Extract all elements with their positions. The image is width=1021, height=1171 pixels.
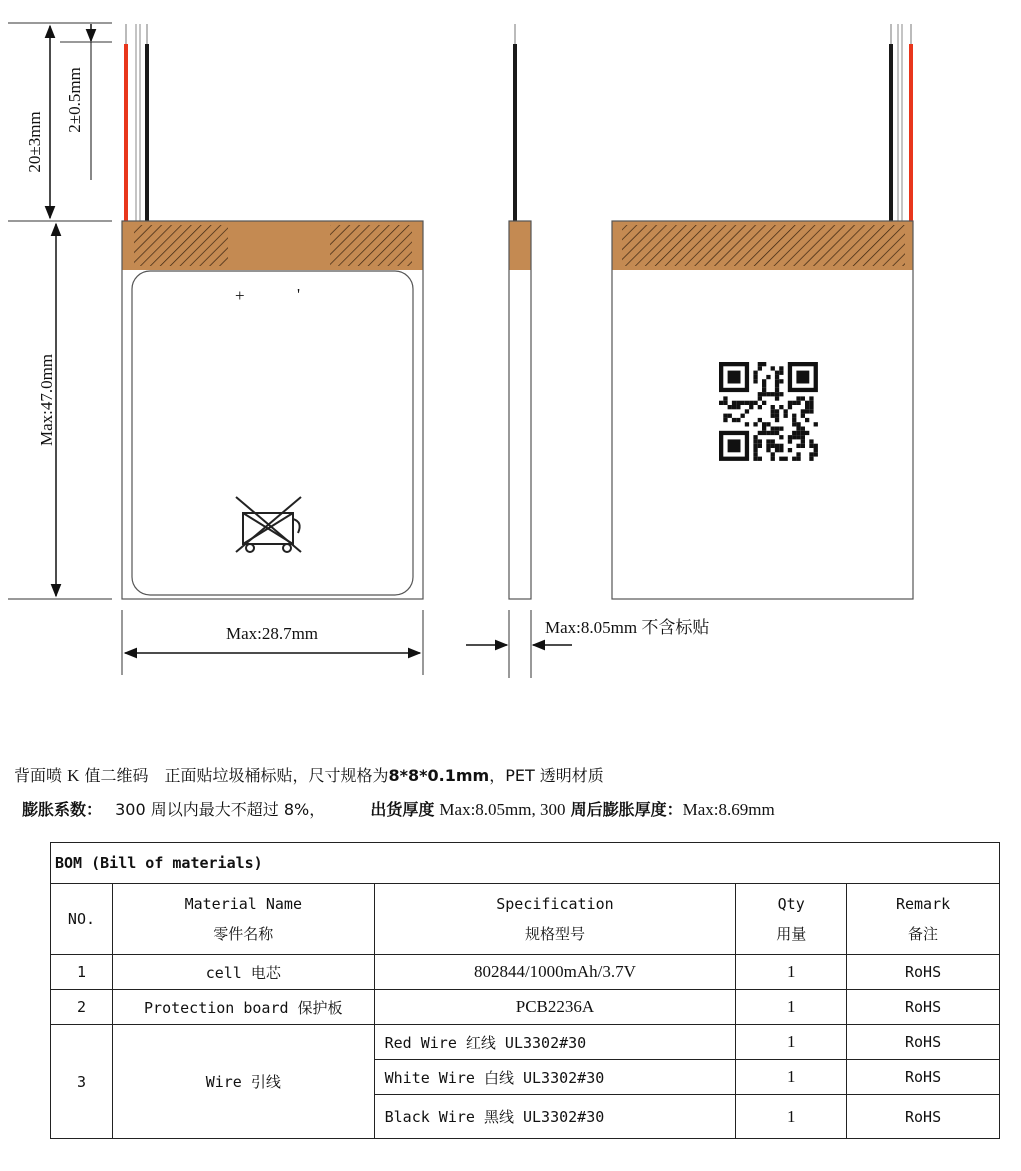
- dim-thickness: Max:8.05mm 不含标贴: [545, 618, 710, 637]
- note-line-2: 膨胀系数： 300 周以内最大不超过 8%， 出货厚度 Max:8.05mm, 300 周后膨胀厚度：Max:8.69mm: [22, 800, 775, 819]
- table-row: Black Wire 黑线 UL3302#30 1 RoHS: [51, 1095, 1000, 1139]
- note-line-1: 背面喷 K 值二维码 正面贴垃圾桶标贴，尺寸规格为8*8*0.1mm，PET 透明材质: [14, 766, 604, 785]
- bom-title: BOM (Bill of materials): [51, 843, 1000, 884]
- crossed-bin-icon: [236, 497, 301, 552]
- header-remark: Remark 备注: [847, 884, 1000, 955]
- plus-mark: +: [235, 286, 245, 305]
- header-spec: Specification 规格型号: [374, 884, 736, 955]
- table-row: 1 cell 电芯 802844/1000mAh/3.7V 1 RoHS: [51, 955, 1000, 990]
- table-row: 3 Wire 引线 Red Wire 红线 UL3302#30 1 RoHS: [51, 1025, 1000, 1060]
- header-name: Material Name 零件名称: [112, 884, 374, 955]
- minus-mark: ': [297, 285, 301, 304]
- front-label-area: [132, 271, 413, 595]
- side-view: [466, 24, 709, 678]
- front-view: [8, 23, 423, 675]
- header-no: NO.: [51, 884, 113, 955]
- qr-code-icon: [719, 362, 818, 461]
- table-row: 2 Protection board 保护板 PCB2236A 1 RoHS: [51, 990, 1000, 1025]
- pcm-label: PCM: [246, 232, 312, 262]
- header-qty: Qty 用量: [736, 884, 847, 955]
- table-row: White Wire 白线 UL3302#30 1 RoHS: [51, 1060, 1000, 1095]
- dim-total-lead: 20±3mm: [25, 111, 44, 173]
- dim-width: Max:28.7mm: [225, 624, 319, 643]
- bom-header-row: [51, 884, 1000, 955]
- back-view: [612, 24, 913, 599]
- dim-strip: 2±0.5mm: [65, 67, 84, 133]
- dim-height: Max:47.0mm: [37, 353, 56, 447]
- bom-table: [50, 842, 1000, 1139]
